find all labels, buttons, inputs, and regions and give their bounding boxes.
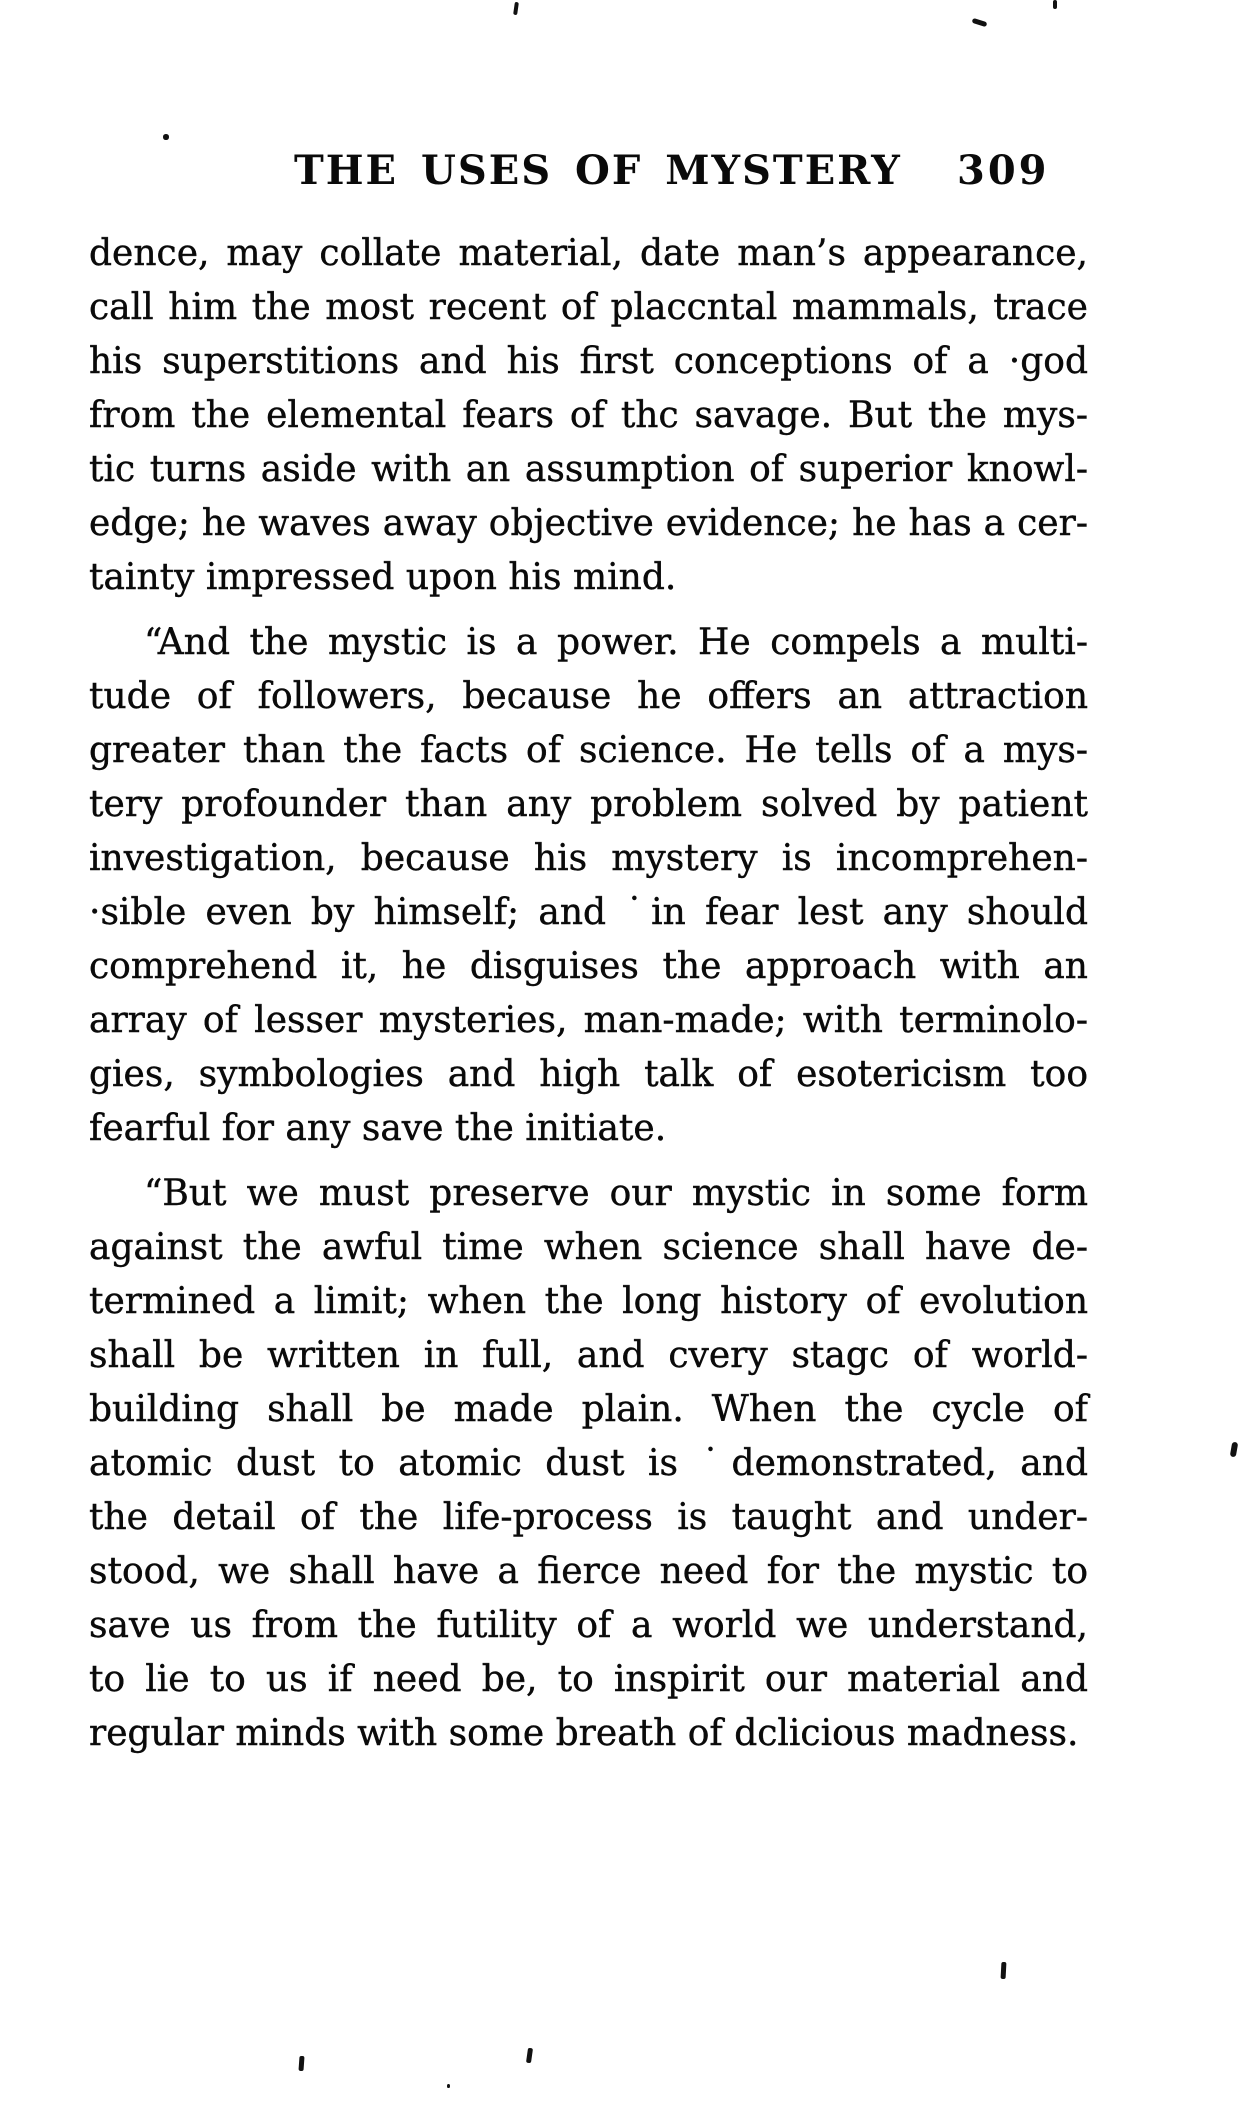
text-line: call him the most recent of placcntal mammals, trace [89,287,1088,328]
scan-speck [526,2048,533,2064]
page-number: 309 [957,147,1050,194]
scan-speck [513,2,519,15]
text-line: gies, symbologies and high talk of esotericism too [89,1054,1088,1095]
paragraph [89,1167,1088,1761]
running-title: THE USES OF MYSTERY [294,147,902,194]
text-line: shall be written in full, and cvery stagc of world- [89,1335,1088,1376]
page-text [89,227,1088,1761]
text-line: atomic dust to atomic dust is ˙demonstrated, and [89,1443,1088,1484]
scan-speck [447,2084,450,2088]
text-line: save us from the futility of a world we understand, [89,1605,1088,1646]
text-line: comprehend it, he disguises the approach with an [89,946,1088,987]
text-line: fearful for any save the initiate. [89,1108,667,1149]
paragraph [89,227,1088,605]
scan-speck [1230,1442,1239,1458]
paragraph [89,616,1088,1156]
scan-speck [298,2056,304,2071]
text-line: ·sible even by himself; and ˙in fear lest any should [89,892,1088,933]
scan-speck [163,134,169,140]
text-line: stood, we shall have a fierce need for the mystic to [89,1551,1088,1592]
text-line: regular minds with some breath of dclicious madness. [89,1713,1079,1754]
text-line: building shall be made plain. When the cycle of [89,1389,1088,1430]
text-line: tude of followers, because he offers an attraction [89,676,1088,717]
text-line: from the elemental fears of thc savage. But the mys- [89,395,1088,436]
text-line: termined a limit; when the long history of evolution [89,1281,1088,1322]
text-line: against the awful time when science shall have de- [89,1227,1088,1268]
text-line: the detail of the life-process is taught and under- [89,1497,1088,1538]
text-line: “And the mystic is a power. He compels a multi- [144,622,1088,663]
text-line: greater than the facts of science. He tells of a mys- [89,730,1088,771]
text-line: edge; he waves away objective evidence; he has a cer- [89,503,1088,544]
text-line: tic turns aside with an assumption of superior knowl- [89,449,1088,490]
text-line: array of lesser mysteries, man-made; with terminolo- [89,1000,1088,1041]
text-line: tainty impressed upon his mind. [89,557,677,598]
text-line: investigation, because his mystery is incomprehen- [89,838,1088,879]
text-line: “But we must preserve our mystic in some form [144,1173,1088,1214]
scan-speck [1053,0,1057,9]
text-line: to lie to us if need be, to inspirit our material and [89,1659,1088,1700]
text-line: his superstitions and his first conceptions of a ·god [89,341,1088,382]
text-line: tery profounder than any problem solved by patient [89,784,1088,825]
scan-speck [972,18,988,27]
text-line: dence, may collate material, date man’s appearance, [89,233,1088,274]
scan-speck [1001,1962,1007,1979]
